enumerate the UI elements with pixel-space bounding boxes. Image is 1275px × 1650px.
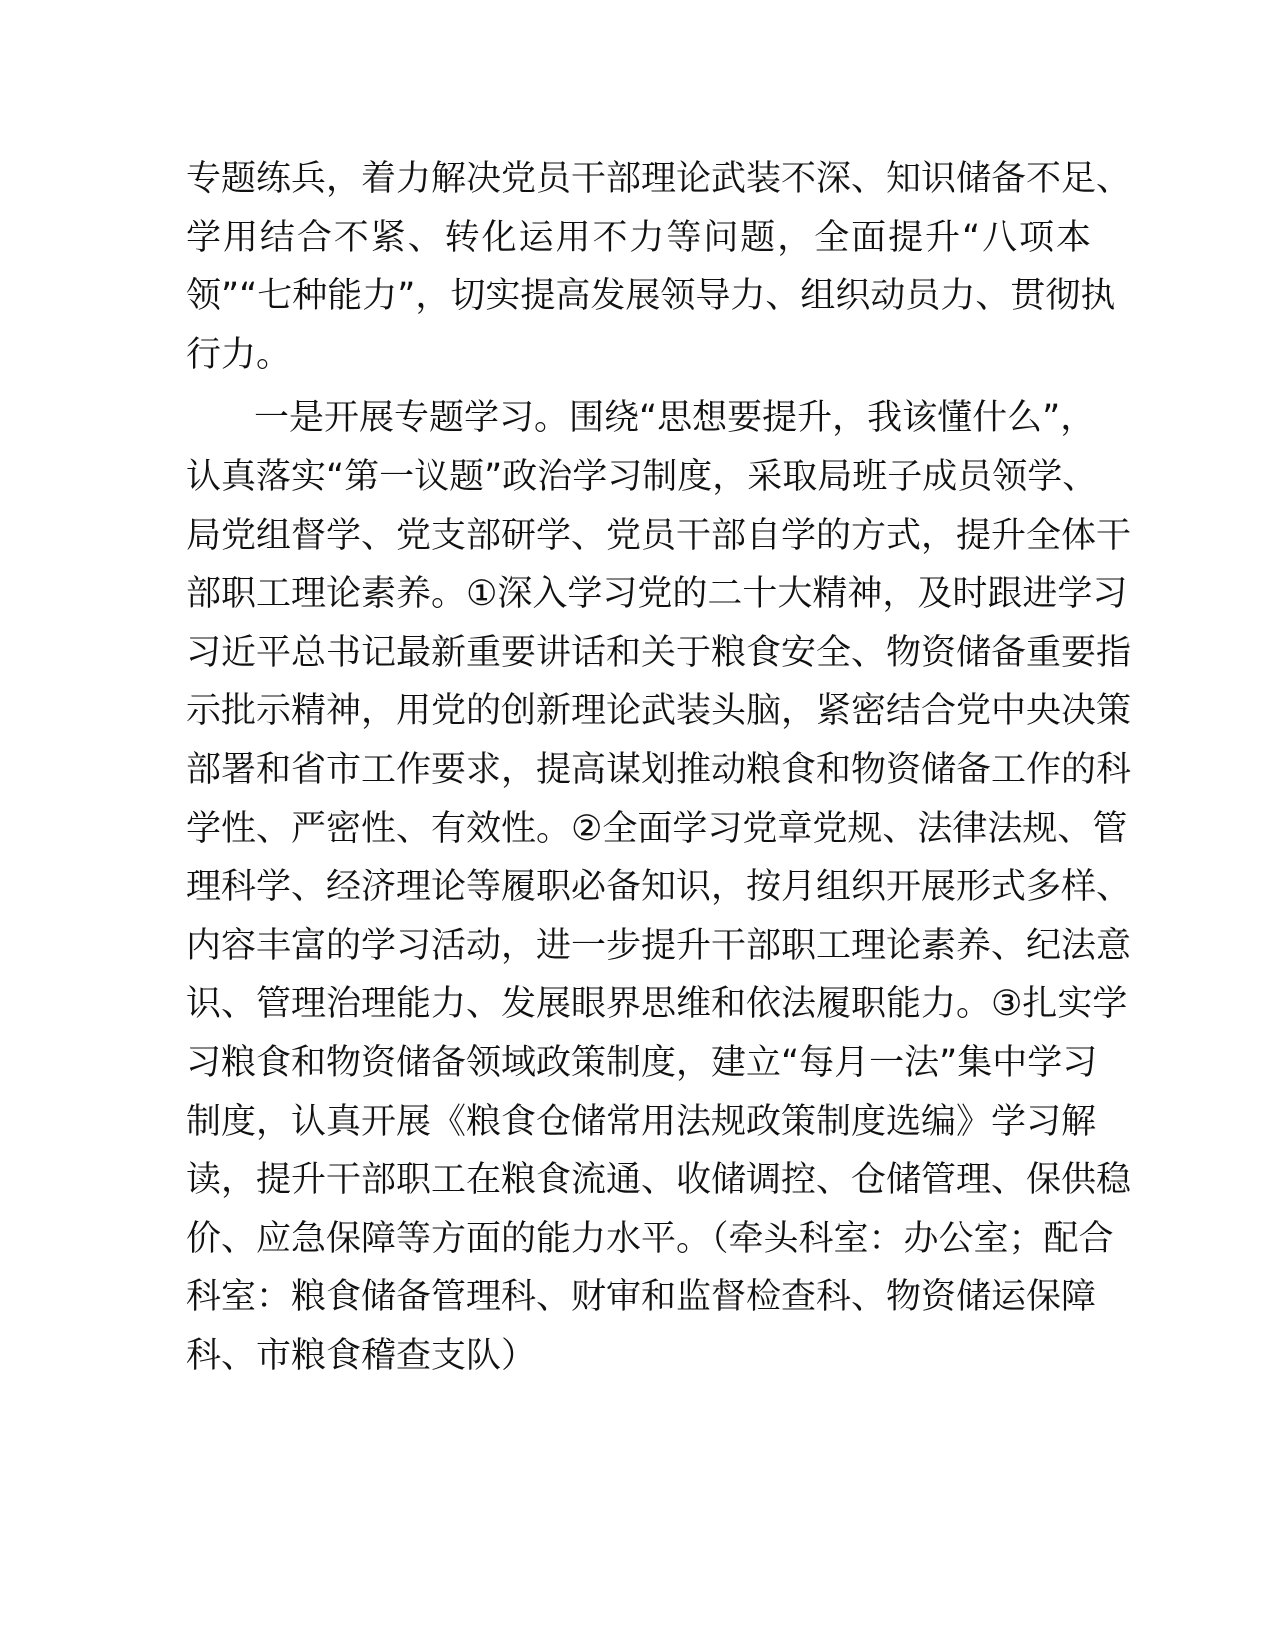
text-line: 习近平总书记最新重要讲话和关于粮食安全、物资储备重要指 bbox=[186, 632, 1132, 673]
text-line: 学性、严密性、有效性。②全面学习党章党规、法律法规、管 bbox=[186, 808, 1128, 849]
text-line: 示批示精神，用党的创新理论武装头脑，紧密结合党中央决策 bbox=[186, 691, 1132, 732]
paragraph-2 bbox=[186, 389, 1132, 1385]
text-line: 习粮食和物资储备领域政策制度，建立“每月一法”集中学习 bbox=[186, 1042, 1098, 1083]
text-line: 局党组督学、党支部研学、党员干部自学的方式，提升全体干 bbox=[186, 515, 1132, 556]
text-line: 读，提升干部职工在粮食流通、收储调控、仓储管理、保供稳 bbox=[186, 1160, 1132, 1201]
text-line: 一是开展专题学习。围绕“思想要提升，我该懂什么”， bbox=[254, 398, 1096, 439]
document-body bbox=[186, 150, 1132, 1385]
text-line: 理科学、经济理论等履职必备知识，按月组织开展形式多样、 bbox=[186, 867, 1132, 908]
text-line: 科室：粮食储备管理科、财审和监督检查科、物资储运保障 bbox=[186, 1277, 1097, 1318]
text-line: 学用结合不紧、转化运用不力等问题，全面提升“八项本 bbox=[186, 217, 1091, 258]
text-line: 内容丰富的学习活动，进一步提升干部职工理论素养、纪法意 bbox=[186, 925, 1132, 966]
text-line: 部职工理论素养。①深入学习党的二十大精神，及时跟进学习 bbox=[186, 574, 1128, 615]
text-line: 领”“七种能力”，切实提高发展领导力、组织动员力、贯彻执 bbox=[186, 276, 1116, 317]
text-line: 科、市粮食稽查支队） bbox=[186, 1335, 537, 1376]
text-line: 行力。 bbox=[186, 334, 292, 375]
text-line: 价、应急保障等方面的能力水平。（牵头科室：办公室；配合 bbox=[186, 1218, 1114, 1259]
text-line: 专题练兵，着力解决党员干部理论武装不深、知识储备不足、 bbox=[186, 159, 1132, 199]
text-line: 部署和省市工作要求，提高谋划推动粮食和物资储备工作的科 bbox=[186, 749, 1132, 790]
text-line: 制度，认真开展《粮食仓储常用法规政策制度选编》学习解 bbox=[186, 1101, 1097, 1142]
text-line: 识、管理治理能力、发展眼界思维和依法履职能力。③扎实学 bbox=[186, 984, 1128, 1025]
paragraph-1 bbox=[186, 150, 1132, 384]
text-line: 认真落实“第一议题”政治学习制度，采取局班子成员领学、 bbox=[186, 456, 1098, 497]
